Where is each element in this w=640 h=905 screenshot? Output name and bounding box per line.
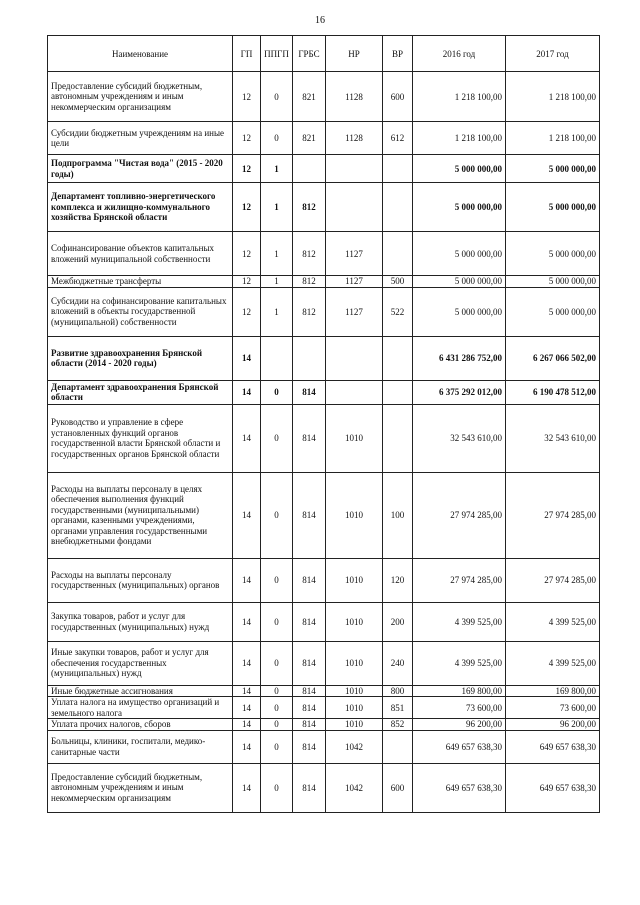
cell-y2016: 1 218 100,00 <box>413 122 506 155</box>
cell-grbs: 812 <box>293 287 326 336</box>
column-header-grbs: ГРБС <box>293 36 326 72</box>
cell-y2016: 27 974 285,00 <box>413 558 506 602</box>
cell-ppgp: 0 <box>261 404 293 472</box>
cell-grbs: 814 <box>293 763 326 812</box>
cell-grbs: 821 <box>293 122 326 155</box>
column-header-name: Наименование <box>48 36 233 72</box>
cell-ppgp: 0 <box>261 72 293 122</box>
cell-vr: 851 <box>383 697 413 719</box>
row-name: Иные закупки товаров, работ и услуг для обеспечения государственных (муниципальных) нужд <box>48 641 233 685</box>
cell-y2017: 649 657 638,30 <box>506 730 600 763</box>
cell-grbs: 814 <box>293 472 326 558</box>
cell-gp: 14 <box>233 602 261 641</box>
cell-y2017: 5 000 000,00 <box>506 155 600 183</box>
cell-y2016: 4 399 525,00 <box>413 602 506 641</box>
cell-y2017: 6 267 066 502,00 <box>506 336 600 380</box>
cell-grbs: 814 <box>293 697 326 719</box>
cell-grbs: 814 <box>293 602 326 641</box>
table-row <box>48 472 600 558</box>
cell-np <box>326 336 383 380</box>
cell-ppgp: 1 <box>261 232 293 276</box>
cell-grbs: 821 <box>293 72 326 122</box>
cell-y2016: 96 200,00 <box>413 719 506 731</box>
page-number: 16 <box>315 15 325 26</box>
cell-gp: 14 <box>233 641 261 685</box>
cell-np <box>326 155 383 183</box>
cell-y2016: 5 000 000,00 <box>413 287 506 336</box>
cell-np: 1010 <box>326 641 383 685</box>
row-name: Расходы на выплаты персоналу в целях обеспечения выполнения функций государственными (муниципальными) органами, казенными учреждениями, органами управления государственными внебюджетными фондами <box>48 472 233 558</box>
cell-y2017: 5 000 000,00 <box>506 232 600 276</box>
cell-grbs: 814 <box>293 730 326 763</box>
cell-gp: 14 <box>233 730 261 763</box>
cell-y2016: 5 000 000,00 <box>413 276 506 288</box>
row-name: Больницы, клиники, госпитали, медико-санитарные части <box>48 730 233 763</box>
cell-ppgp: 0 <box>261 558 293 602</box>
cell-ppgp: 1 <box>261 276 293 288</box>
column-header-vr: ВР <box>383 36 413 72</box>
column-header-np: НР <box>326 36 383 72</box>
table-row <box>48 72 600 122</box>
cell-grbs: 814 <box>293 404 326 472</box>
row-name: Иные бюджетные ассигнования <box>48 685 233 697</box>
cell-vr: 200 <box>383 602 413 641</box>
cell-ppgp: 0 <box>261 641 293 685</box>
cell-grbs: 814 <box>293 685 326 697</box>
cell-gp: 14 <box>233 336 261 380</box>
cell-y2017: 5 000 000,00 <box>506 183 600 232</box>
cell-vr <box>383 404 413 472</box>
cell-y2016: 27 974 285,00 <box>413 472 506 558</box>
cell-grbs: 814 <box>293 719 326 731</box>
cell-vr <box>383 155 413 183</box>
row-name: Субсидии бюджетным учреждениям на иные цели <box>48 122 233 155</box>
cell-gp: 12 <box>233 232 261 276</box>
row-name: Расходы на выплаты персоналу государственных (муниципальных) органов <box>48 558 233 602</box>
cell-y2017: 73 600,00 <box>506 697 600 719</box>
cell-np: 1127 <box>326 232 383 276</box>
cell-y2017: 5 000 000,00 <box>506 287 600 336</box>
row-name: Межбюджетные трансферты <box>48 276 233 288</box>
cell-y2016: 649 657 638,30 <box>413 730 506 763</box>
table-row <box>48 685 600 697</box>
cell-grbs <box>293 336 326 380</box>
cell-y2016: 169 800,00 <box>413 685 506 697</box>
table-row <box>48 155 600 183</box>
cell-y2017: 4 399 525,00 <box>506 641 600 685</box>
cell-vr <box>383 730 413 763</box>
column-header-ppgp: ППГП <box>261 36 293 72</box>
row-name: Руководство и управление в сфере установленных функций органов государственной власти Брянской области и государственных органов Брянской области <box>48 404 233 472</box>
cell-grbs: 814 <box>293 641 326 685</box>
cell-y2016: 5 000 000,00 <box>413 155 506 183</box>
cell-y2017: 169 800,00 <box>506 685 600 697</box>
row-name: Уплата налога на имущество организаций и земельного налога <box>48 697 233 719</box>
table-row <box>48 602 600 641</box>
cell-np: 1010 <box>326 685 383 697</box>
cell-grbs: 812 <box>293 183 326 232</box>
cell-vr: 240 <box>383 641 413 685</box>
cell-y2017: 6 190 478 512,00 <box>506 380 600 404</box>
cell-ppgp: 1 <box>261 155 293 183</box>
row-name: Предоставление субсидий бюджетным, автономным учреждениям и иным некоммерческим организациям <box>48 72 233 122</box>
row-name: Софинансирование объектов капитальных вложений муниципальной собственности <box>48 232 233 276</box>
cell-ppgp <box>261 336 293 380</box>
cell-gp: 12 <box>233 276 261 288</box>
cell-ppgp: 0 <box>261 719 293 731</box>
column-header-2016: 2016 год <box>413 36 506 72</box>
cell-ppgp: 0 <box>261 380 293 404</box>
cell-vr: 522 <box>383 287 413 336</box>
cell-vr <box>383 380 413 404</box>
cell-y2017: 649 657 638,30 <box>506 763 600 812</box>
row-name: Департамент топливно-энергетического комплекса и жилищно-коммунального хозяйства Брянской области <box>48 183 233 232</box>
table-header-row <box>48 36 600 72</box>
table-row <box>48 730 600 763</box>
cell-np: 1127 <box>326 287 383 336</box>
cell-y2017: 96 200,00 <box>506 719 600 731</box>
cell-gp: 12 <box>233 155 261 183</box>
cell-np: 1010 <box>326 558 383 602</box>
budget-table <box>47 35 600 813</box>
cell-np: 1042 <box>326 730 383 763</box>
table-row <box>48 558 600 602</box>
cell-ppgp: 0 <box>261 685 293 697</box>
column-header-2017: 2017 год <box>506 36 600 72</box>
cell-gp: 14 <box>233 697 261 719</box>
cell-y2016: 73 600,00 <box>413 697 506 719</box>
cell-vr: 120 <box>383 558 413 602</box>
cell-grbs: 812 <box>293 232 326 276</box>
cell-y2016: 32 543 610,00 <box>413 404 506 472</box>
cell-grbs: 814 <box>293 558 326 602</box>
cell-gp: 12 <box>233 72 261 122</box>
cell-y2017: 27 974 285,00 <box>506 472 600 558</box>
cell-vr: 852 <box>383 719 413 731</box>
table-row <box>48 336 600 380</box>
cell-grbs: 812 <box>293 276 326 288</box>
cell-y2017: 5 000 000,00 <box>506 276 600 288</box>
row-name: Предоставление субсидий бюджетным, автономным учреждениям и иным некоммерческим организациям <box>48 763 233 812</box>
cell-y2016: 649 657 638,30 <box>413 763 506 812</box>
table-row <box>48 641 600 685</box>
cell-ppgp: 1 <box>261 183 293 232</box>
cell-vr: 800 <box>383 685 413 697</box>
cell-ppgp: 0 <box>261 730 293 763</box>
table-row <box>48 404 600 472</box>
cell-np: 1010 <box>326 602 383 641</box>
cell-y2017: 1 218 100,00 <box>506 122 600 155</box>
table-row <box>48 276 600 288</box>
table-row <box>48 232 600 276</box>
cell-gp: 14 <box>233 719 261 731</box>
cell-ppgp: 0 <box>261 697 293 719</box>
cell-vr <box>383 183 413 232</box>
cell-ppgp: 0 <box>261 472 293 558</box>
cell-gp: 14 <box>233 558 261 602</box>
table-row <box>48 719 600 731</box>
cell-vr: 612 <box>383 122 413 155</box>
cell-gp: 12 <box>233 287 261 336</box>
table-row <box>48 763 600 812</box>
cell-grbs: 814 <box>293 380 326 404</box>
row-name: Уплата прочих налогов, сборов <box>48 719 233 731</box>
cell-gp: 14 <box>233 472 261 558</box>
cell-grbs <box>293 155 326 183</box>
cell-gp: 14 <box>233 685 261 697</box>
cell-gp: 14 <box>233 404 261 472</box>
cell-np <box>326 380 383 404</box>
cell-y2016: 5 000 000,00 <box>413 183 506 232</box>
cell-y2016: 4 399 525,00 <box>413 641 506 685</box>
table-row <box>48 697 600 719</box>
cell-np: 1010 <box>326 472 383 558</box>
cell-gp: 14 <box>233 763 261 812</box>
table-row <box>48 122 600 155</box>
cell-y2016: 6 375 292 012,00 <box>413 380 506 404</box>
cell-vr: 100 <box>383 472 413 558</box>
cell-ppgp: 0 <box>261 602 293 641</box>
cell-gp: 12 <box>233 122 261 155</box>
cell-ppgp: 0 <box>261 122 293 155</box>
cell-np: 1010 <box>326 697 383 719</box>
cell-np: 1010 <box>326 719 383 731</box>
table-row <box>48 287 600 336</box>
cell-np: 1127 <box>326 276 383 288</box>
cell-np: 1128 <box>326 122 383 155</box>
cell-ppgp: 1 <box>261 287 293 336</box>
cell-y2016: 6 431 286 752,00 <box>413 336 506 380</box>
table-row <box>48 183 600 232</box>
cell-gp: 14 <box>233 380 261 404</box>
cell-vr <box>383 336 413 380</box>
cell-y2016: 5 000 000,00 <box>413 232 506 276</box>
row-name: Развитие здравоохранения Брянской области (2014 - 2020 годы) <box>48 336 233 380</box>
row-name: Департамент здравоохранения Брянской области <box>48 380 233 404</box>
cell-ppgp: 0 <box>261 763 293 812</box>
cell-gp: 12 <box>233 183 261 232</box>
cell-np: 1010 <box>326 404 383 472</box>
column-header-gp: ГП <box>233 36 261 72</box>
row-name: Подпрограмма "Чистая вода" (2015 - 2020 годы) <box>48 155 233 183</box>
cell-vr: 500 <box>383 276 413 288</box>
cell-vr <box>383 232 413 276</box>
cell-vr: 600 <box>383 763 413 812</box>
table-row <box>48 380 600 404</box>
cell-y2017: 4 399 525,00 <box>506 602 600 641</box>
cell-np <box>326 183 383 232</box>
cell-vr: 600 <box>383 72 413 122</box>
cell-y2017: 1 218 100,00 <box>506 72 600 122</box>
row-name: Закупка товаров, работ и услуг для государственных (муниципальных) нужд <box>48 602 233 641</box>
cell-y2017: 27 974 285,00 <box>506 558 600 602</box>
row-name: Субсидии на софинансирование капитальных вложений в объекты государственной (муниципальной) собственности <box>48 287 233 336</box>
cell-y2016: 1 218 100,00 <box>413 72 506 122</box>
cell-np: 1128 <box>326 72 383 122</box>
cell-y2017: 32 543 610,00 <box>506 404 600 472</box>
cell-np: 1042 <box>326 763 383 812</box>
